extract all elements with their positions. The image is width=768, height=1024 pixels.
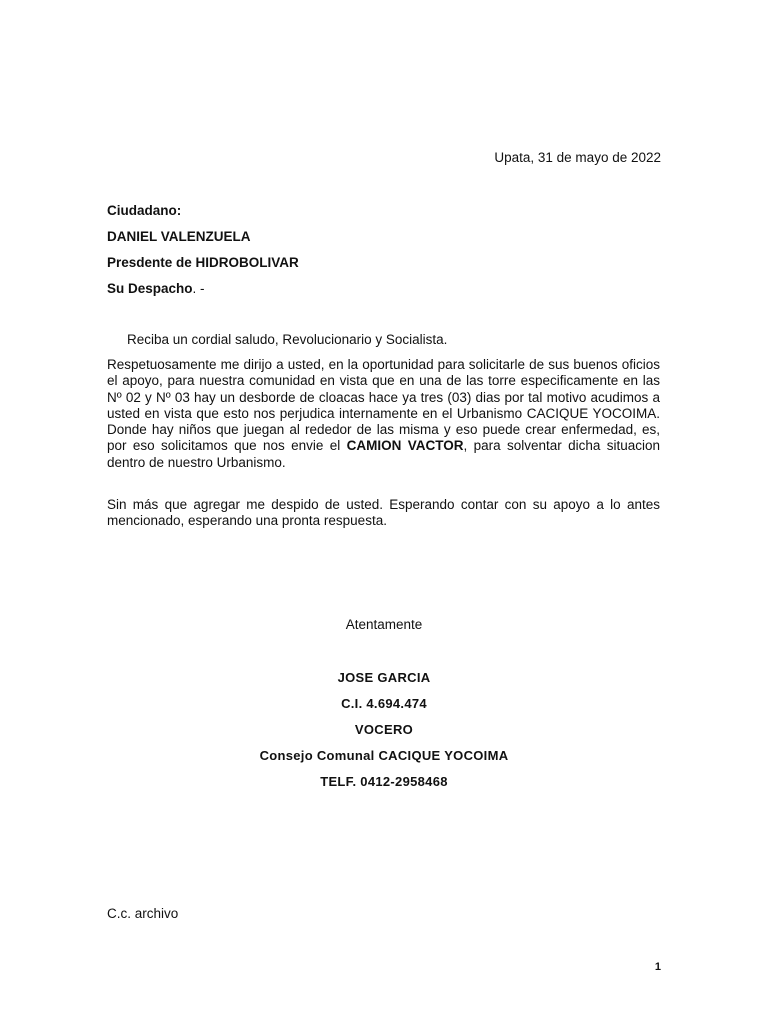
carbon-copy-note: C.c. archivo <box>107 906 179 921</box>
request-text-start: Respetuosamente me dirijo a usted, en la oportunidad para solicitarle de sus buenos oficios el apoyo, para nuestra comunidad en vista que en una de las torre especificamente en las Nº 02 y Nº 03 hay un desborde de cloacas hace ya tres (03) dias por tal motivo acudimos a usted en vista que esto nos perjudica internamente en el Urbanismo CACIQUE YOCOIMA. Donde hay niños que juegan al rededor de las misma y eso puede crear enfermedad, es, por eso solicitamos que nos envie el <box>107 357 660 454</box>
addressee-title: Presdente de HIDROBOLIVAR <box>107 255 299 270</box>
page-number: 1 <box>654 961 661 973</box>
signer-name: JOSE GARCIA <box>337 670 431 685</box>
signature-block <box>0 670 768 800</box>
addressee-name: DANIEL VALENZUELA <box>107 229 251 244</box>
signer-role: VOCERO <box>354 722 414 737</box>
addressee-office: Su Despacho <box>107 281 193 296</box>
addressee-office-line <box>107 281 299 307</box>
addressee-block <box>107 203 299 307</box>
request-emphasis: CAMION VACTOR <box>346 438 464 454</box>
letter-date: Upata, 31 de mayo de 2022 <box>494 150 661 165</box>
greeting-paragraph: Reciba un cordial saludo, Revolucionario y Socialista. <box>127 332 448 347</box>
signer-organization: Consejo Comunal CACIQUE YOCOIMA <box>259 748 509 763</box>
closing-line: Atentamente <box>345 617 423 632</box>
addressee-office-suffix: . - <box>192 281 205 296</box>
signer-id: C.I. 4.694.474 <box>341 696 427 711</box>
addressee-salutation: Ciudadano: <box>107 203 182 218</box>
request-paragraph <box>107 357 660 471</box>
request-text-end: , para solventar dicha situacion dentro de nuestro Urbanismo. <box>107 438 661 470</box>
farewell-paragraph: Sin más que agregar me despido de usted. Esperando contar con su apoyo a lo antes mencionado, esperando una pronta respuesta. <box>107 497 660 529</box>
signer-phone: TELF. 0412-2958468 <box>320 774 448 789</box>
